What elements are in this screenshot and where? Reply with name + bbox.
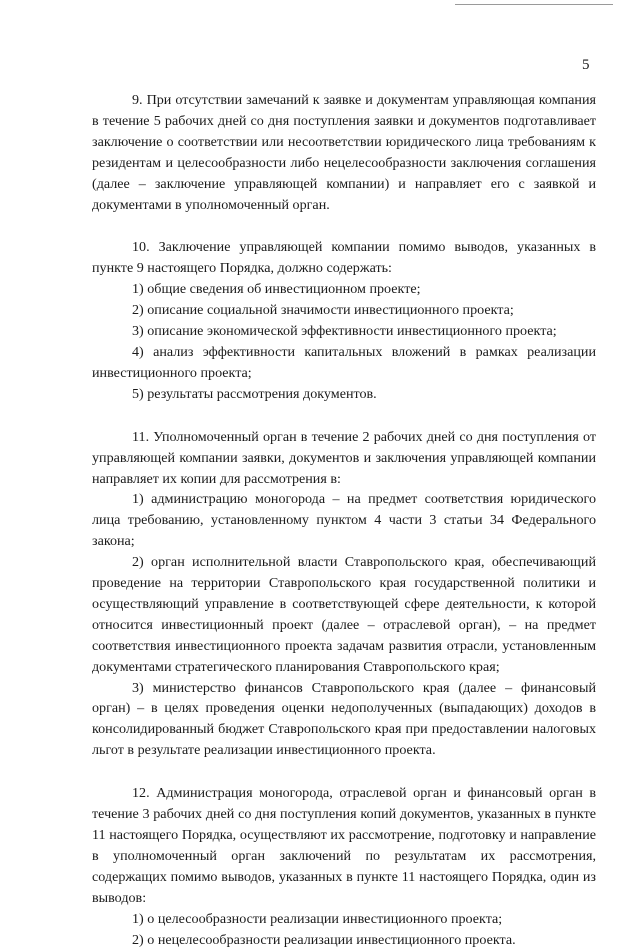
- scan-edge-line: [455, 4, 613, 5]
- paragraph-11-intro: 11. Уполномоченный орган в течение 2 рабочих дней со дня поступления от управляющей компании заявки, документов и заключения управляющей компании направляет их копии для рассмотрения в:: [92, 428, 596, 487]
- list-item: 1) общие сведения об инвестиционном проекте;: [132, 281, 421, 298]
- paragraph-12-intro: 12. Администрация моногорода, отраслевой орган и финансовый орган в течение 3 рабочих дней со дня поступления копий документов, указанных в пункте 11 настоящего Порядка, осуществляют их рассмотрение, подготовку и направление в уполномоченный орган заключений по результатам их рассмотрения, содержащих помимо выводов, указанных в пункте 11 настоящего Порядка, один из выводов:: [92, 785, 596, 906]
- list-item: 3) описание экономической эффективности инвестиционного проекта;: [132, 323, 557, 340]
- list-item: 1) администрацию моногорода – на предмет соответствия юридического лица требованию, установленному пунктом 4 части 3 статьи 34 Федерального закона;: [92, 491, 596, 550]
- list-item: 2) о нецелесообразности реализации инвестиционного проекта.: [132, 931, 516, 948]
- paragraph-10-intro: 10. Заключение управляющей компании помимо выводов, указанных в пункте 9 настоящего Порядка, должно содержать:: [92, 239, 596, 277]
- list-item: 3) министерство финансов Ставропольского края (далее – финансовый орган) – в целях проведения оценки недополученных (выпадающих) доходов в консолидированный бюджет Ставропольского края при предоставлении налоговых льгот в результате реализации инвестиционного проекта.: [92, 679, 596, 759]
- list-item: 5) результаты рассмотрения документов.: [132, 385, 377, 402]
- list-item: 2) орган исполнительной власти Ставропольского края, обеспечивающий проведение на территории Ставропольского края государственной политики и осуществляющий управление в соответствующей сфере деятельности, к которой относится инвестиционный проект (далее – отраслевой орган), – на предмет соответствия инвестиционного проекта задачам развития отрасли, установленным документами стратегического планирования Ставропольского края;: [92, 554, 596, 675]
- document-body: [92, 90, 596, 950]
- list-item: 1) о целесообразности реализации инвестиционного проекта;: [132, 910, 503, 927]
- list-item: 4) анализ эффективности капитальных вложений в рамках реализации инвестиционного проекта;: [92, 343, 596, 381]
- page-number: 5: [582, 57, 590, 73]
- list-item: 2) описание социальной значимости инвестиционного проекта;: [132, 302, 514, 319]
- paragraph-9: 9. При отсутствии замечаний к заявке и документам управляющая компания в течение 5 рабочих дней со дня поступления заявки и документов подготавливает заключение о соответствии или несоответствии юридического лица требованиям к резидентам и целесообразности либо нецелесообразности заключения соглашения (далее – заключение управляющей компании) и направляет его с заявкой и документами в уполномоченный орган.: [92, 92, 596, 213]
